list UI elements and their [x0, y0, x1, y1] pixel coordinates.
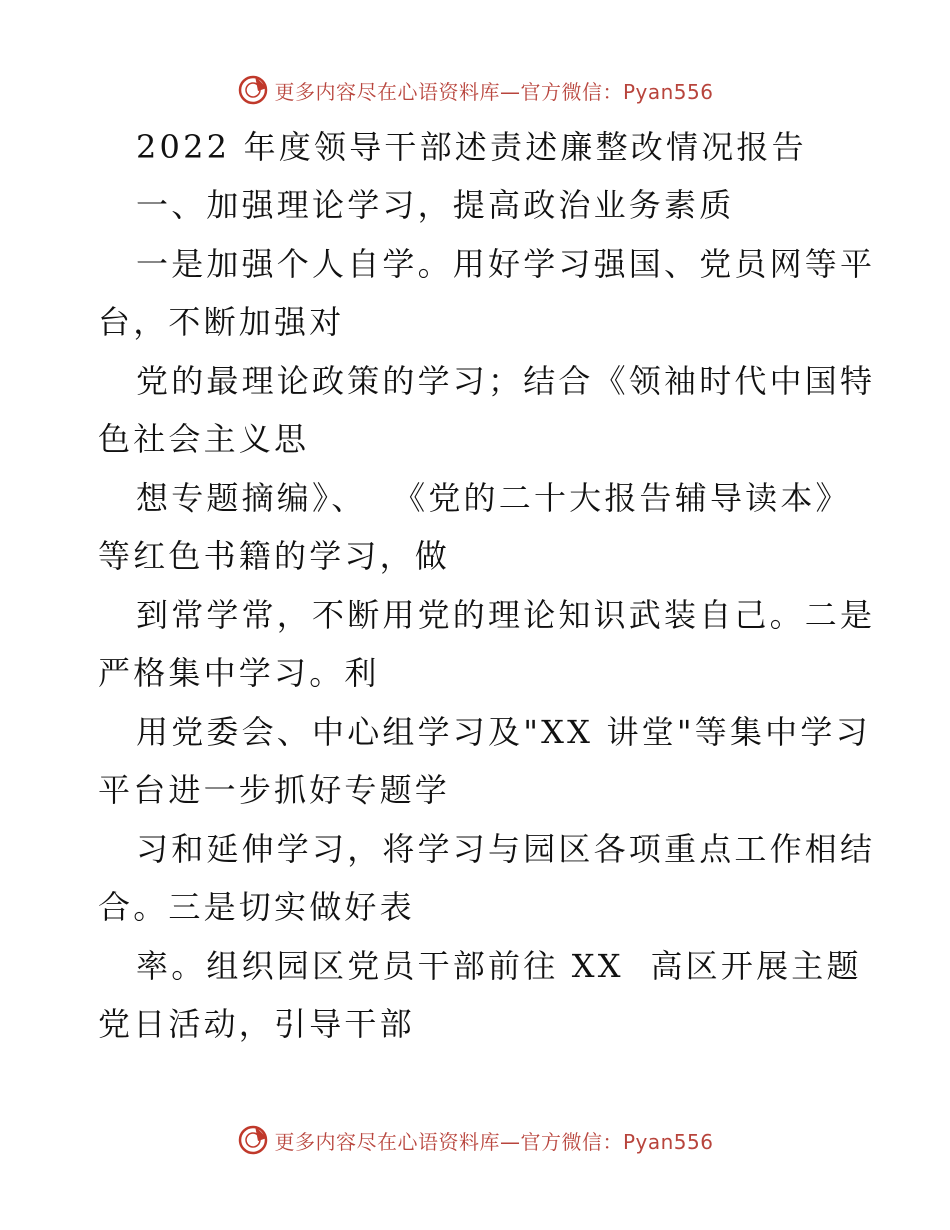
paragraph-line: 严格集中学习。利: [98, 654, 380, 692]
paragraph-line: 合。三是切实做好表: [98, 888, 415, 926]
brand-logo-icon: [236, 1123, 270, 1157]
header-watermark-banner: [0, 70, 950, 110]
paragraph-line: 想专题摘编》、 《党的二十大报告辅导读本》: [136, 479, 851, 517]
document-title: 2022 年度领导干部述责述廉整改情况报告: [136, 128, 807, 166]
paragraph-line: 等红色书籍的学习，做: [98, 537, 451, 575]
paragraph-line: 平台进一步抓好专题学: [98, 771, 451, 809]
paragraph-line: 党日活动，引导干部: [98, 1005, 415, 1043]
header-watermark-text: 更多内容尽在心语资料库—官方微信：Pyan556: [274, 79, 714, 104]
paragraph-line: 到常学常，不断用党的理论知识武装自己。二是: [136, 596, 876, 634]
footer-watermark-text: 更多内容尽在心语资料库—官方微信：Pyan556: [274, 1129, 714, 1154]
paragraph-line: 一是加强个人自学。用好学习强国、党员网等平: [136, 245, 876, 283]
brand-logo-icon: [236, 73, 270, 107]
paragraph-line: 党的最理论政策的学习；结合《领袖时代中国特: [136, 362, 876, 400]
section-heading: 一、加强理论学习，提高政治业务素质: [136, 186, 735, 224]
paragraph-line: 用党委会、中心组学习及"XX 讲堂"等集中学习: [136, 713, 871, 751]
paragraph-line: 台，不断加强对: [98, 303, 345, 341]
footer-watermark-banner: [0, 1120, 950, 1160]
paragraph-line: 色社会主义思: [98, 420, 310, 458]
paragraph-line: 习和延伸学习，将学习与园区各项重点工作相结: [136, 830, 876, 868]
paragraph-line: 率。组织园区党员干部前往 XX 高区开展主题: [136, 947, 862, 985]
